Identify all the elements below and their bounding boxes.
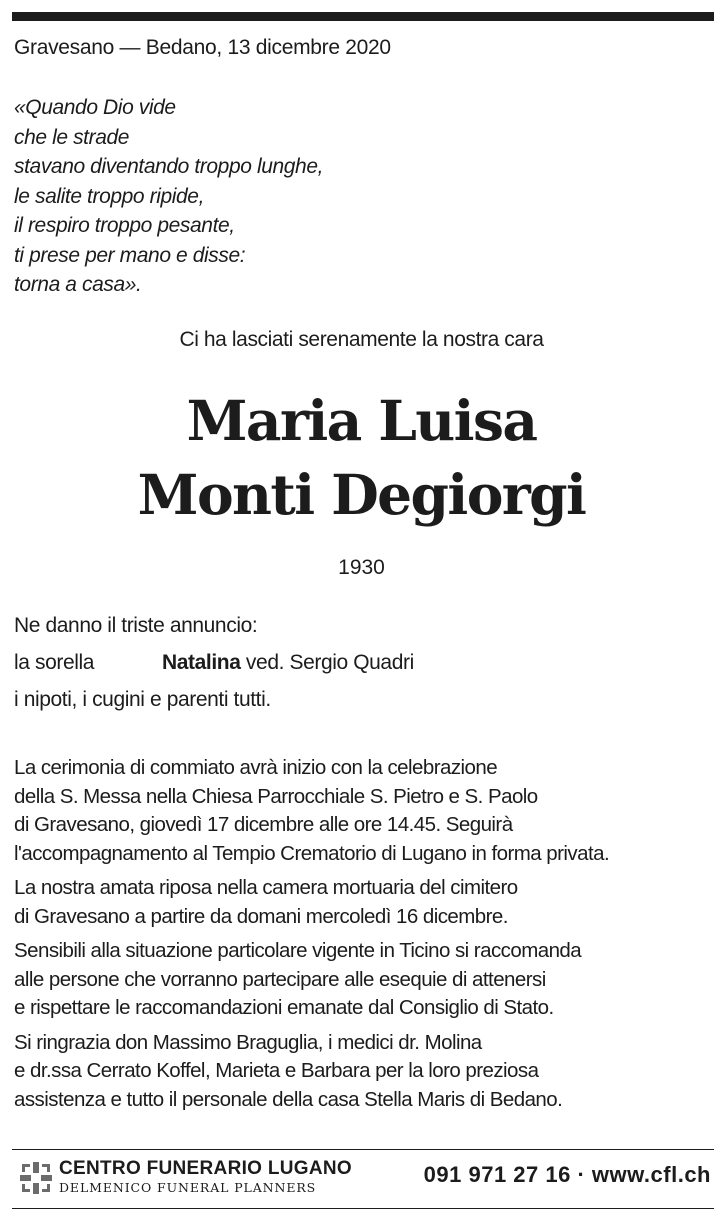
quote-line: che le strade (14, 125, 130, 149)
deceased-name (0, 384, 723, 532)
recommendation-paragraph (14, 937, 719, 1023)
paragraph-line: La nostra amata riposa nella camera mortuaria del cimitero (14, 876, 518, 899)
poem-quote (14, 93, 323, 300)
top-rule (12, 12, 714, 21)
relative-first-name: Natalina (162, 651, 241, 674)
viewing-paragraph (14, 874, 719, 931)
quote-line: ti prese per mano e disse: (14, 243, 246, 267)
paragraph-line: La cerimonia di commiato avrà inizio con la celebrazione (14, 756, 498, 779)
deceased-first-name: Maria Luisa (186, 388, 537, 453)
paragraph-line: di Gravesano, giovedì 17 dicembre alle ore 14.45. Seguirà (14, 813, 513, 836)
intro-text: Ci ha lasciati serenamente la nostra cara (179, 328, 544, 351)
thanks-paragraph (14, 1029, 719, 1115)
relative-role: la sorella (14, 651, 95, 674)
paragraph-line: di Gravesano a partire da domani mercoledì 16 dicembre. (14, 904, 508, 928)
place-date: Gravesano — Bedano, 13 dicembre 2020 (14, 36, 391, 59)
paragraph-line: l'accompagnamento al Tempio Crematorio di Lugano in forma privata. (14, 841, 610, 865)
quote-line: torna a casa». (14, 273, 142, 296)
other-relatives: i nipoti, i cugini e parenti tutti. (14, 688, 271, 711)
paragraph-line: e dr.ssa Cerrato Koffel, Marieta e Barbara per la loro preziosa (14, 1059, 539, 1082)
relative-row (14, 651, 414, 675)
quote-line: le salite troppo ripide, (14, 184, 205, 208)
paragraph-line: Si ringrazia don Massimo Braguglia, i medici dr. Molina (14, 1030, 482, 1054)
deceased-last-name: Monti Degiorgi (137, 462, 586, 527)
footer-bottom-rule (12, 1208, 714, 1209)
paragraph-line: Sensibili alla situazione particolare vigente in Ticino si raccomanda (14, 939, 582, 962)
funeral-home-subtitle: DELMENICO FUNERAL PLANNERS (59, 1180, 317, 1195)
quote-line: il respiro troppo pesante, (14, 214, 235, 237)
relative-rest: ved. Sergio Quadri (240, 651, 414, 674)
paragraph-line: e rispettare le raccomandazioni emanate dal Consiglio di Stato. (14, 996, 554, 1019)
quote-line: stavano diventando troppo lunghe, (14, 155, 324, 178)
footer-top-rule (12, 1149, 714, 1150)
ceremony-paragraph (14, 754, 719, 868)
funeral-home-name: CENTRO FUNERARIO LUGANO (59, 1158, 352, 1179)
birth-year: 1930 (338, 556, 385, 579)
paragraph-line: della S. Messa nella Chiesa Parrocchiale S. Pietro e S. Paolo (14, 784, 538, 808)
paragraph-line: alle persone che vorranno partecipare alle esequie di attenersi (14, 967, 546, 991)
funeral-home-contact: 091 971 27 16 · www.cfl.ch (423, 1162, 711, 1187)
announcement-heading: Ne danno il triste annuncio: (14, 614, 258, 637)
cross-pattern-icon (20, 1162, 52, 1194)
notice-body (14, 754, 719, 1120)
quote-line: «Quando Dio vide (14, 96, 176, 119)
paragraph-line: assistenza e tutto il personale della casa Stella Maris di Bedano. (14, 1087, 563, 1111)
